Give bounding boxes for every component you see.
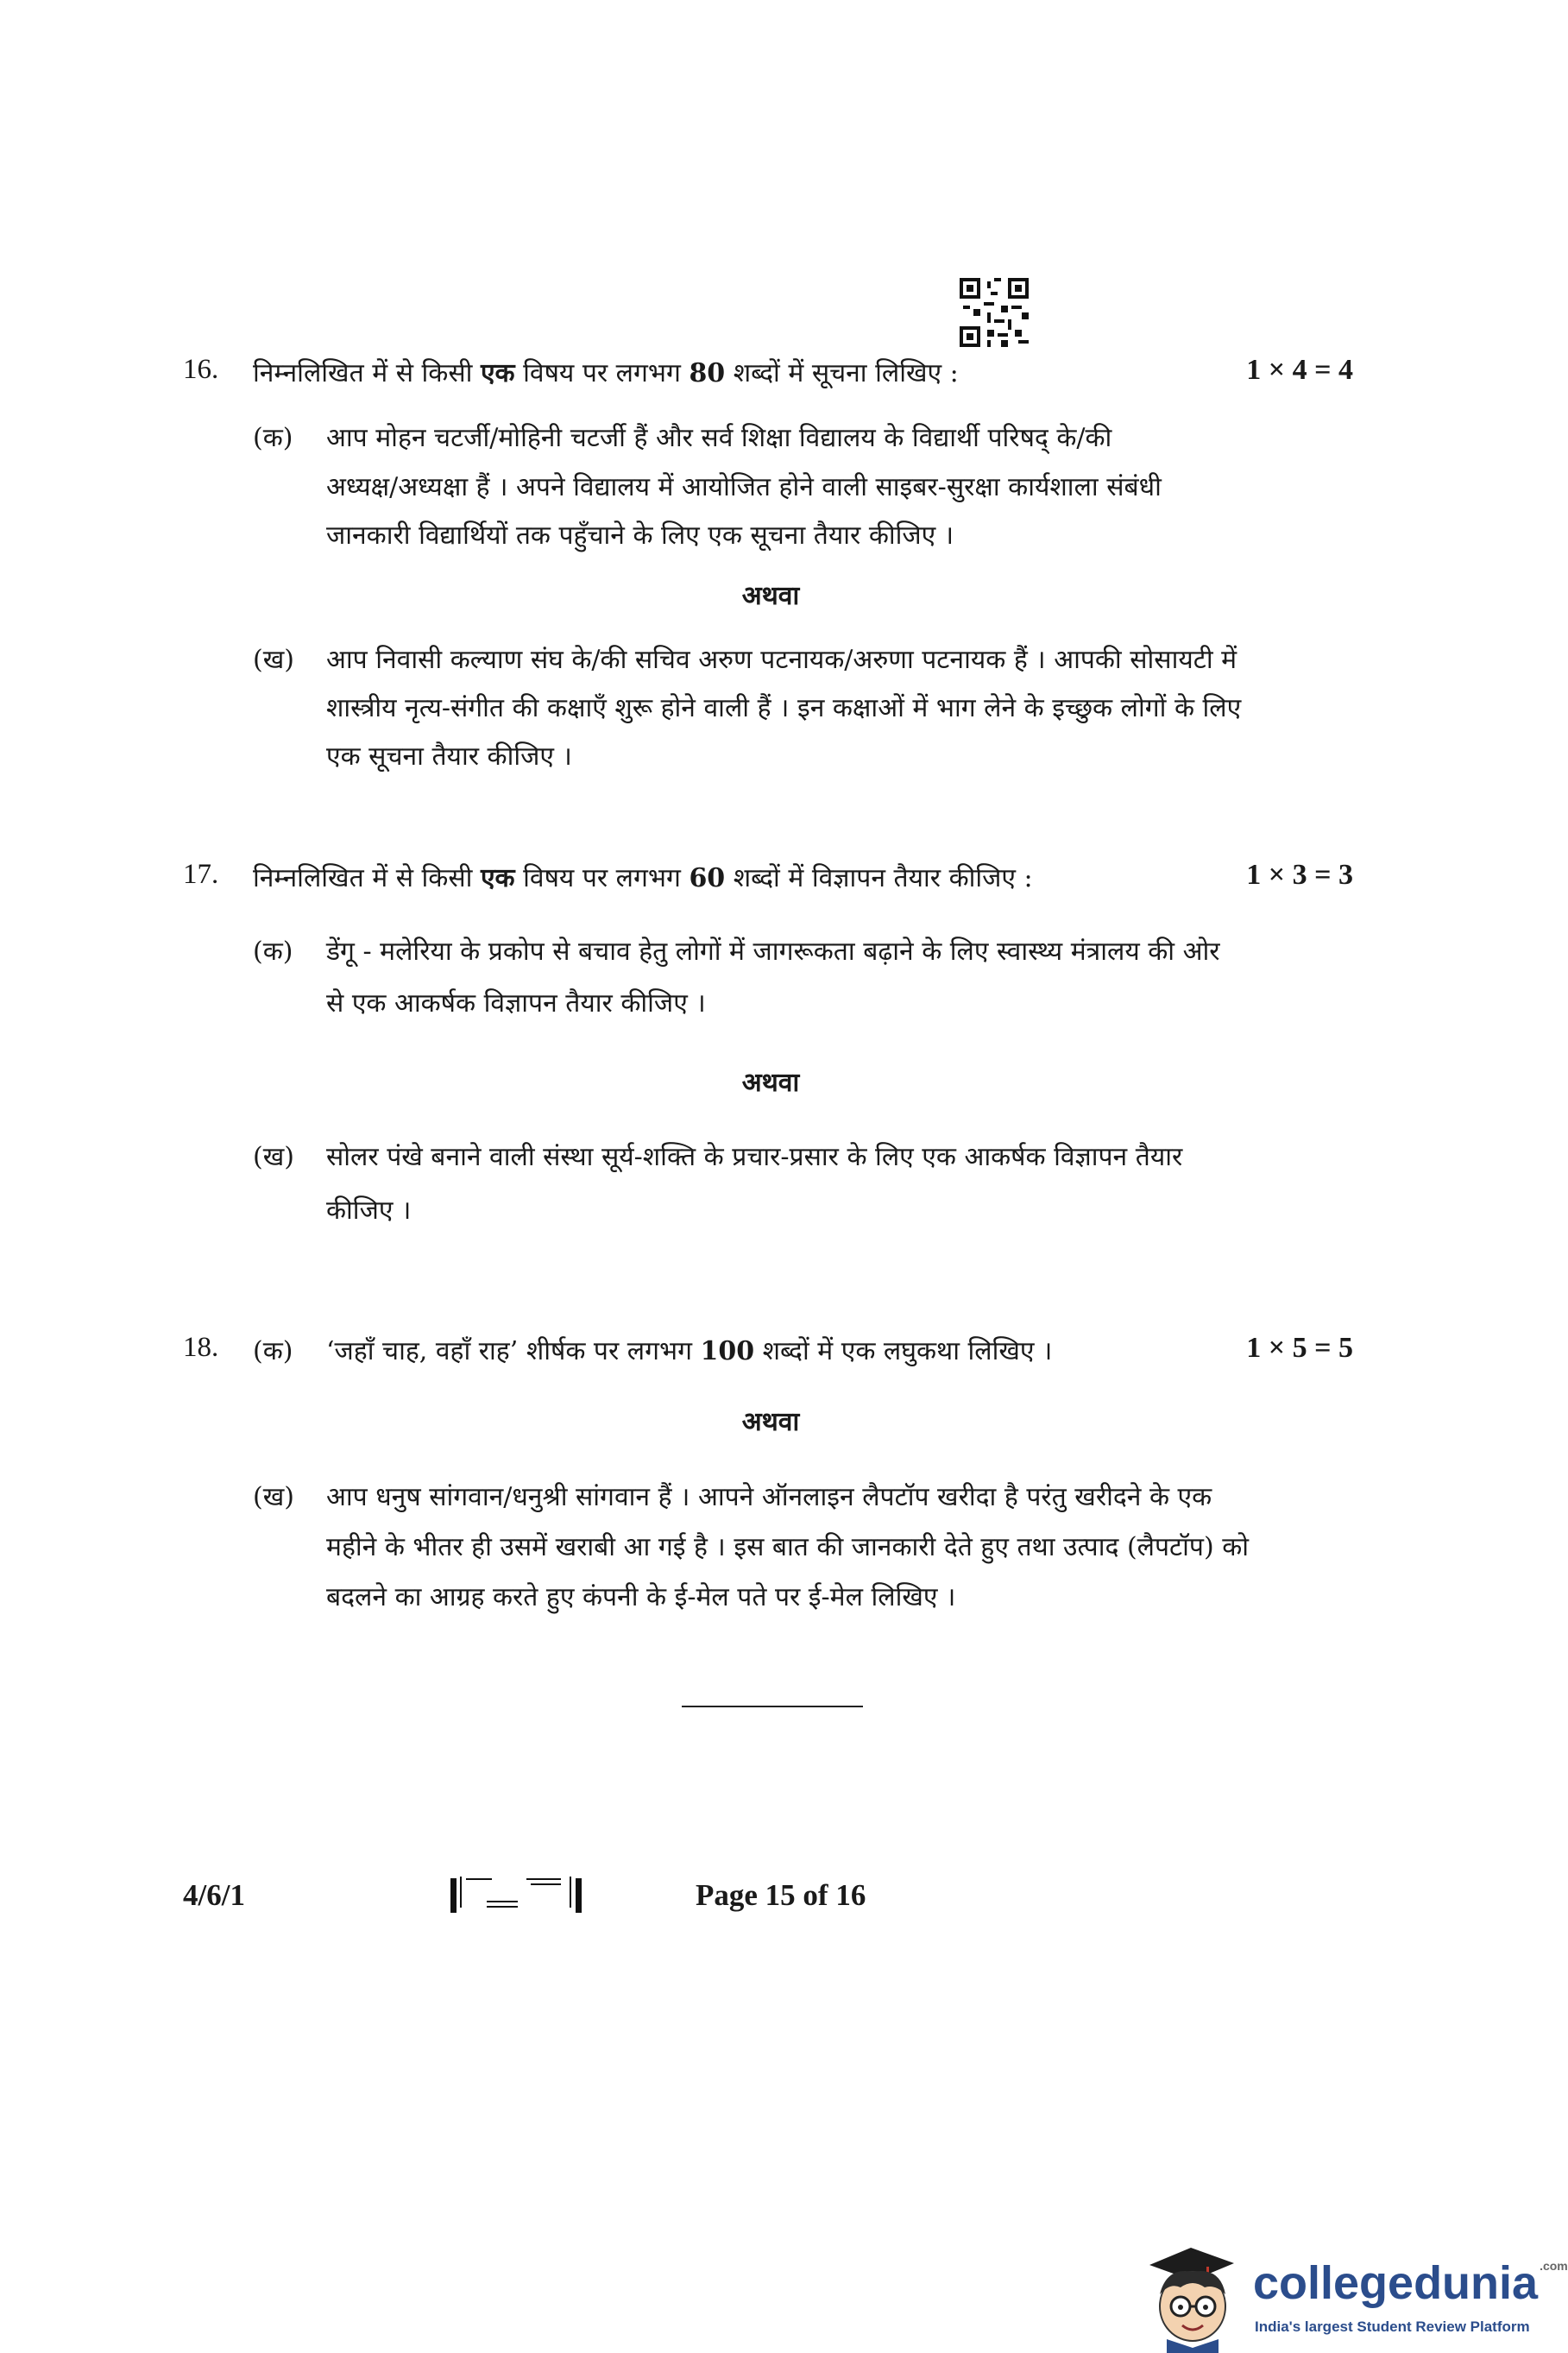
brand-tagline: India's largest Student Review Platform [1255,2318,1530,2335]
brand-dotcom: .com [1540,2259,1568,2273]
q18-option-a-text: ‘जहाँ चाह, वहाँ राह’ शीर्षक पर लगभग 100 शब्दों में एक लघुकथा लिखिए । [326,1336,1053,1366]
q18-or: अथवा [741,1407,800,1437]
question-18-marks: 1 × 5 = 5 [1246,1332,1353,1364]
q17-option-b-label: (ख) [253,1142,294,1172]
q18-option-b-line-1: आप धनुष सांगवान/धनुश्री सांगवान हैं । आपने ऑनलाइन लैपटॉप खरीदा है परंतु खरीदने के एक [326,1482,1212,1512]
q17-option-a-line-2: से एक आकर्षक विज्ञापन तैयार कीजिए । [326,988,706,1019]
q17-option-b-line-2: कीजिए । [326,1195,412,1226]
q16-option-a-label: (क) [253,423,293,453]
q17-option-b-line-1: सोलर पंखे बनाने वाली संस्था सूर्य-शक्ति के प्रचार-प्रसार के लिए एक आकर्षक विज्ञापन तैयार [326,1142,1183,1172]
q17-option-a-line-1: डेंगू - मलेरिया के प्रकोप से बचाव हेतु लोगों में जागरूकता बढ़ाने के लिए स्वास्थ्य मंत्रालय की ओर [326,937,1220,967]
question-17-number: 17. [183,859,219,890]
q16-option-b-line-2: शास्त्रीय नृत्य-संगीत की कक्षाएँ शुरू होने वाली हैं । इन कक्षाओं में भाग लेने के इच्छुक लोगों के लिए [326,693,1242,723]
q18-option-b-line-3: बदलने का आग्रह करते हुए कंपनी के ई-मेल पते पर ई-मेल लिखिए । [326,1582,956,1612]
question-16-number: 16. [183,354,219,385]
mascot-logo [1141,2232,1244,2353]
brand-name: collegedunia $^{.com}$ [1253,2257,1568,2309]
q16-option-a-line-3: जानकारी विद्यार्थियों तक पहुँचाने के लिए एक सूचना तैयार कीजिए । [326,520,954,551]
q16-option-b-label: (ख) [253,645,294,675]
question-16-instruction: निम्नलिखित में से किसी एक विषय पर लगभग 80 शब्दों में सूचना लिखिए : [253,358,959,388]
question-17-marks: 1 × 3 = 3 [1246,859,1353,891]
q16-option-a-line-1: आप मोहन चटर्जी/मोहिनी चटर्जी हैं और सर्व शिक्षा विद्यालय के विद्यार्थी परिषद् के/की [326,423,1112,453]
q17-option-a-label: (क) [253,937,293,967]
q18-option-b-line-2: महीने के भीतर ही उसमें खराबी आ गई है । इस बात की जानकारी देते हुए तथा उत्पाद (लैपटॉप) को [326,1532,1250,1562]
q16-option-b-line-1: आप निवासी कल्याण संघ के/की सचिव अरुण पटनायक/अरुणा पटनायक हैं । आपकी सोसायटी में [326,645,1237,675]
qr-code [960,278,1029,347]
question-17-instruction: निम्नलिखित में से किसी एक विषय पर लगभग 60 शब्दों में विज्ञापन तैयार कीजिए : [253,863,1033,893]
question-18-number: 18. [183,1332,219,1363]
q16-option-a-line-2: अध्यक्ष/अध्यक्षा हैं । अपने विद्यालय में आयोजित होने वाली साइबर-सुरक्षा कार्यशाला संबंधी [326,472,1162,502]
q18-option-a-label: (क) [253,1336,293,1366]
page-number: Page 15 of 16 [696,1878,866,1912]
q18-option-b-label: (ख) [253,1482,294,1512]
q16-option-b-line-3: एक सूचना तैयार कीजिए । [326,741,572,772]
question-16-marks: 1 × 4 = 4 [1246,354,1353,386]
end-rule [682,1706,863,1707]
q16-or: अथवा [741,581,800,611]
barcode-mark [449,1873,587,1915]
paper-code: 4/6/1 [183,1878,245,1912]
q17-or: अथवा [741,1068,800,1098]
